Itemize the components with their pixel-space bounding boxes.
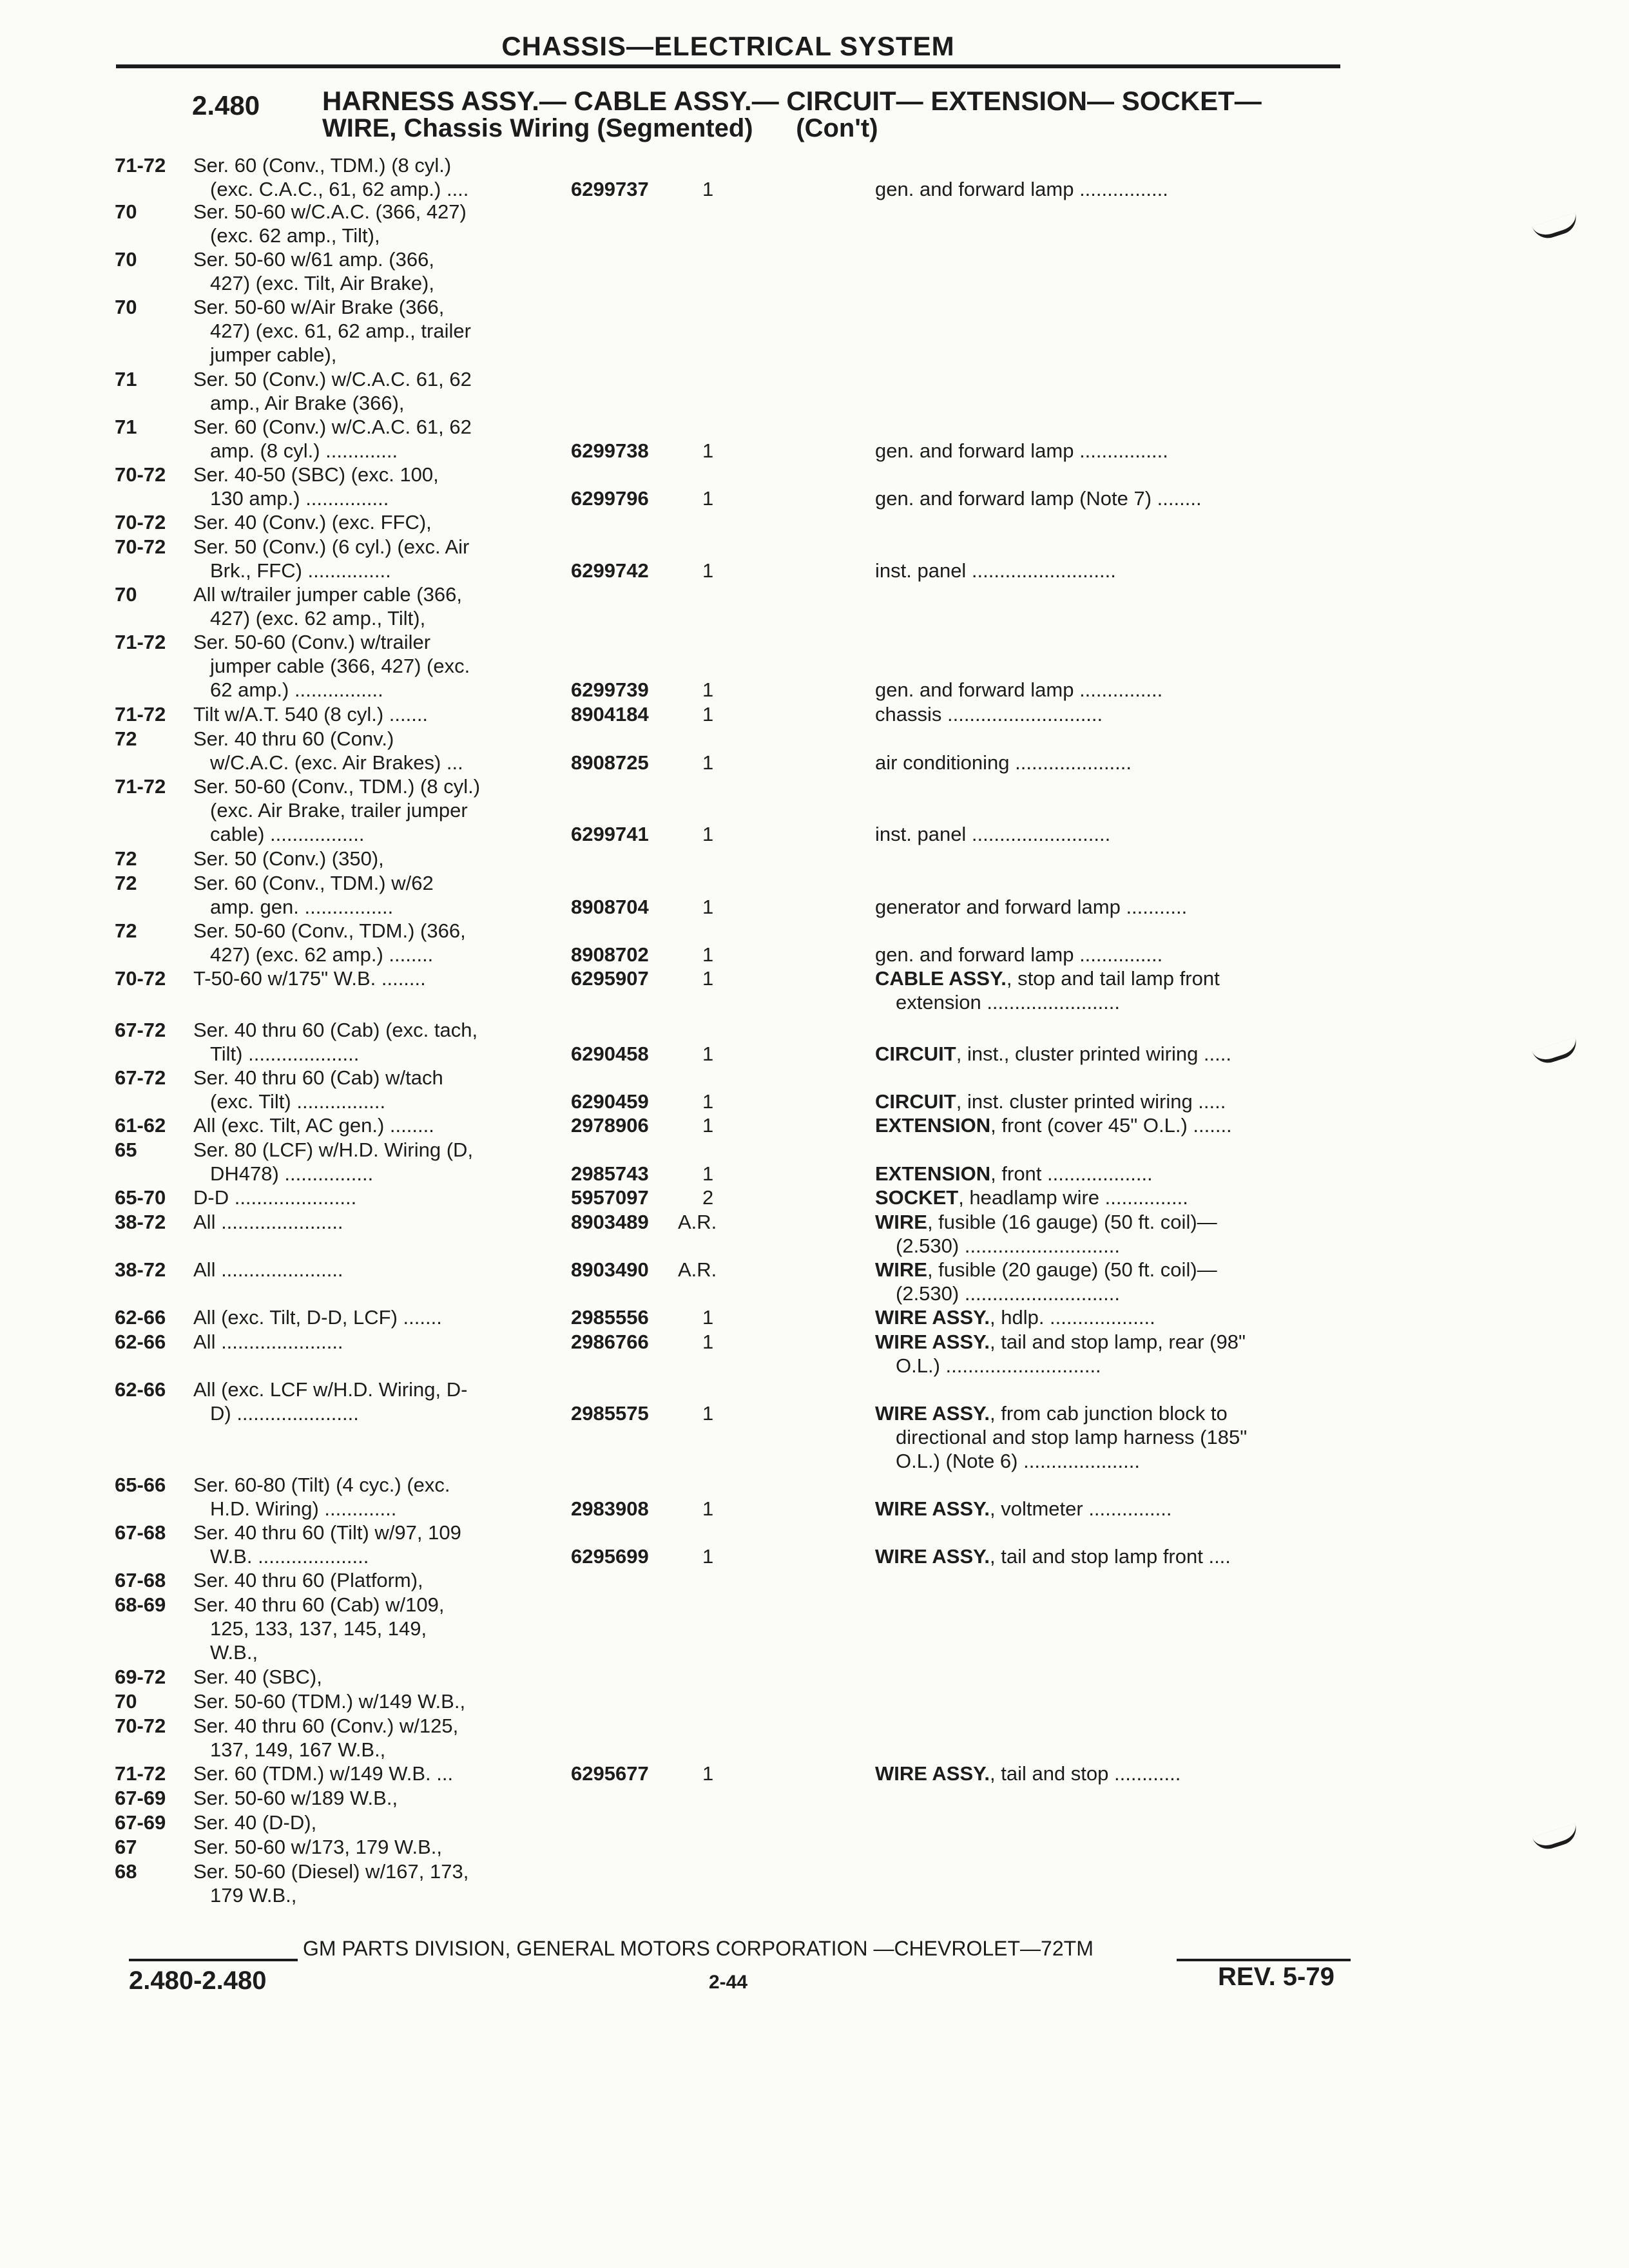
model-years: 61-62 [115, 1114, 166, 1137]
quantity: 1 [702, 1762, 714, 1785]
model-years: 70 [115, 1690, 137, 1713]
quantity: 1 [702, 943, 714, 966]
model-years: 70 [115, 200, 137, 223]
model-years: 38-72 [115, 1258, 166, 1281]
part-name: inst. panel .......................... [875, 559, 1116, 582]
part-number: 8908702 [571, 943, 649, 966]
quantity: 1 [702, 1545, 714, 1568]
model-years: 70-72 [115, 511, 166, 533]
part-number: 2986766 [571, 1331, 649, 1353]
model-years: 71-72 [115, 154, 166, 177]
part-number: 8903489 [571, 1211, 649, 1233]
application-description: Ser. 50-60 (Conv., TDM.) (366, 427) (exc. 62 amp.) ........ [193, 919, 466, 966]
footer-revision: REV. 5-79 [1218, 1963, 1335, 1991]
model-years: 70-72 [115, 535, 166, 558]
model-years: 71-72 [115, 631, 166, 653]
application-description: Ser. 50-60 (Diesel) w/167, 173, 179 W.B., [193, 1860, 469, 1907]
part-number: 2985743 [571, 1162, 649, 1185]
model-years: 68-69 [115, 1593, 166, 1616]
part-name: EXTENSION, front ................... [875, 1162, 1153, 1185]
part-number: 8908704 [571, 896, 649, 918]
application-description: All (exc. Tilt, AC gen.) ........ [193, 1114, 434, 1137]
application-description: Ser. 50-60 w/Air Brake (366, 427) (exc. 61, 62 amp., trailer jumper cable), [193, 296, 471, 366]
footer-organization: GM PARTS DIVISION, GENERAL MOTORS CORPORATION —CHEVROLET—72TM [303, 1937, 1094, 1960]
application-description: All (exc. Tilt, D-D, LCF) ....... [193, 1306, 442, 1329]
quantity: 1 [702, 703, 714, 726]
model-years: 70-72 [115, 463, 166, 486]
application-description: All ...................... [193, 1331, 343, 1353]
model-years: 71-72 [115, 703, 166, 726]
part-number: 8908725 [571, 751, 649, 774]
footer-section-range: 2.480-2.480 [129, 1966, 267, 1995]
part-name: WIRE ASSY., from cab junction block to directional and stop lamp harness (185" O.L.) (Note 6) ..................... [875, 1402, 1248, 1472]
model-years: 67-72 [115, 1019, 166, 1041]
part-name: WIRE ASSY., hdlp. ................... [875, 1306, 1155, 1329]
quantity: 1 [702, 678, 714, 701]
part-name: gen. and forward lamp (Note 7) ........ [875, 487, 1202, 510]
model-years: 65-70 [115, 1186, 166, 1209]
model-years: 71 [115, 416, 137, 438]
page-header: CHASSIS—ELECTRICAL SYSTEM [501, 31, 955, 61]
quantity: 1 [702, 487, 714, 510]
application-description: Ser. 50-60 w/189 W.B., [193, 1787, 398, 1809]
part-number: 8903490 [571, 1258, 649, 1281]
model-years: 62-66 [115, 1378, 166, 1401]
part-number: 6290458 [571, 1043, 649, 1065]
part-name: CABLE ASSY., stop and tail lamp front extension ........................ [875, 967, 1220, 1014]
model-years: 70-72 [115, 967, 166, 990]
model-years: 67 [115, 1836, 137, 1858]
quantity: 1 [702, 439, 714, 462]
application-description: Ser. 50-60 (TDM.) w/149 W.B., [193, 1690, 466, 1713]
part-name: gen. and forward lamp ................ [875, 178, 1168, 200]
quantity: A.R. [678, 1211, 717, 1233]
model-years: 72 [115, 919, 137, 942]
model-years: 62-66 [115, 1331, 166, 1353]
quantity: 1 [702, 1114, 714, 1137]
application-description: Ser. 40 thru 60 (Platform), [193, 1569, 423, 1591]
model-years: 70 [115, 248, 137, 271]
application-description: Tilt w/A.T. 540 (8 cyl.) ....... [193, 703, 429, 726]
section-number: 2.480 [192, 90, 260, 120]
quantity: 1 [702, 1331, 714, 1353]
application-description: Ser. 50-60 (Conv., TDM.) (8 cyl.) (exc. Air Brake, trailer jumper cable) ................. [193, 775, 481, 845]
application-description: Ser. 60 (Conv., TDM.) w/62 amp. gen. ................ [193, 872, 434, 918]
model-years: 67-72 [115, 1066, 166, 1089]
model-years: 70 [115, 296, 137, 318]
part-number: 2983908 [571, 1497, 649, 1520]
part-name: EXTENSION, front (cover 45" O.L.) ....... [875, 1114, 1232, 1137]
part-name: CIRCUIT, inst. cluster printed wiring ..... [875, 1090, 1226, 1113]
application-description: Ser. 60-80 (Tilt) (4 cyc.) (exc. H.D. Wiring) ............. [193, 1474, 450, 1520]
part-name: SOCKET, headlamp wire ............... [875, 1186, 1188, 1209]
model-years: 67-68 [115, 1521, 166, 1544]
application-description: Ser. 50 (Conv.) (6 cyl.) (exc. Air Brk., FFC) ............... [193, 535, 470, 582]
part-number: 6290459 [571, 1090, 649, 1113]
quantity: 1 [702, 559, 714, 582]
section-title-line1: HARNESS ASSY.— CABLE ASSY.— CIRCUIT— EXTENSION— SOCKET— [322, 86, 1262, 116]
application-description: Ser. 80 (LCF) w/H.D. Wiring (D, DH478) ................ [193, 1139, 474, 1185]
part-name: generator and forward lamp ........... [875, 896, 1188, 918]
quantity: 2 [702, 1186, 714, 1209]
application-description: All w/trailer jumper cable (366, 427) (exc. 62 amp., Tilt), [193, 583, 462, 629]
quantity: 1 [702, 896, 714, 918]
application-description: Ser. 60 (Conv.) w/C.A.C. 61, 62 amp. (8 cyl.) ............. [193, 416, 472, 462]
part-number: 6299796 [571, 487, 649, 510]
part-name: WIRE ASSY., tail and stop ............ [875, 1762, 1181, 1785]
footer-page-number: 2-44 [709, 1972, 748, 1993]
application-description: Ser. 50-60 w/61 amp. (366, 427) (exc. Tilt, Air Brake), [193, 248, 434, 294]
part-number: 2985556 [571, 1306, 649, 1329]
application-description: Ser. 40 thru 60 (Cab) w/tach (exc. Tilt) ................ [193, 1066, 443, 1113]
part-name: air conditioning ..................... [875, 751, 1132, 774]
application-description: Ser. 50 (Conv.) (350), [193, 847, 384, 870]
part-number: 6299742 [571, 559, 649, 582]
application-description: All ...................... [193, 1211, 343, 1233]
part-name: inst. panel ......................... [875, 823, 1111, 845]
model-years: 72 [115, 872, 137, 894]
application-description: Ser. 40 (D-D), [193, 1811, 317, 1834]
application-description: Ser. 40-50 (SBC) (exc. 100, 130 amp.) ............... [193, 463, 439, 510]
model-years: 71-72 [115, 775, 166, 798]
part-number: 6295677 [571, 1762, 649, 1785]
part-number: 6299741 [571, 823, 649, 845]
model-years: 62-66 [115, 1306, 166, 1329]
application-description: Ser. 40 thru 60 (Conv.) w/125, 137, 149, 167 W.B., [193, 1715, 459, 1761]
part-name: gen. and forward lamp ............... [875, 943, 1163, 966]
model-years: 72 [115, 727, 137, 750]
part-name: CIRCUIT, inst., cluster printed wiring ..... [875, 1043, 1231, 1065]
quantity: 1 [702, 967, 714, 990]
part-name: gen. and forward lamp ............... [875, 678, 1163, 701]
part-number: 2985575 [571, 1402, 649, 1425]
part-number: 5957097 [571, 1186, 649, 1209]
application-description: Ser. 50-60 (Conv.) w/trailer jumper cable (366, 427) (exc. 62 amp.) ................ [193, 631, 470, 701]
part-number: 2978906 [571, 1114, 649, 1137]
application-description: Ser. 40 thru 60 (Cab) w/109, 125, 133, 137, 145, 149, W.B., [193, 1593, 445, 1664]
application-description: Ser. 40 (Conv.) (exc. FFC), [193, 511, 432, 533]
application-description: Ser. 40 (SBC), [193, 1666, 322, 1688]
model-years: 69-72 [115, 1666, 166, 1688]
part-name: WIRE ASSY., tail and stop lamp, rear (98" O.L.) ............................ [875, 1331, 1246, 1377]
part-number: 6299739 [571, 678, 649, 701]
model-years: 71 [115, 368, 137, 390]
application-description: Ser. 60 (Conv., TDM.) (8 cyl.) (exc. C.A.C., 61, 62 amp.) .... [193, 154, 469, 200]
footer-rule-right [1177, 1959, 1351, 1961]
part-number: 6299738 [571, 439, 649, 462]
application-description: Ser. 50-60 w/173, 179 W.B., [193, 1836, 443, 1858]
model-years: 71-72 [115, 1762, 166, 1785]
application-description: Ser. 50-60 w/C.A.C. (366, 427) (exc. 62 amp., Tilt), [193, 200, 467, 247]
part-name: WIRE, fusible (20 gauge) (50 ft. coil)— (2.530) ............................ [875, 1258, 1217, 1305]
part-number: 6295699 [571, 1545, 649, 1568]
quantity: 1 [702, 178, 714, 200]
part-name: WIRE ASSY., tail and stop lamp front .... [875, 1545, 1231, 1568]
footer-rule-left [129, 1959, 298, 1961]
quantity: 1 [702, 823, 714, 845]
quantity: 1 [702, 1043, 714, 1065]
quantity: 1 [702, 751, 714, 774]
application-description: T-50-60 w/175" W.B. ........ [193, 967, 426, 990]
model-years: 67-68 [115, 1569, 166, 1591]
application-description: Ser. 40 thru 60 (Conv.) w/C.A.C. (exc. Air Brakes) ... [193, 727, 463, 774]
section-title-line2: WIRE, Chassis Wiring (Segmented) (Con't) [322, 114, 878, 142]
application-description: D-D ...................... [193, 1186, 357, 1209]
quantity: 1 [702, 1497, 714, 1520]
quantity: 1 [702, 1402, 714, 1425]
application-description: All ...................... [193, 1258, 343, 1281]
quantity: 1 [702, 1162, 714, 1185]
model-years: 70-72 [115, 1715, 166, 1737]
part-number: 6295907 [571, 967, 649, 990]
part-name: WIRE ASSY., voltmeter ............... [875, 1497, 1172, 1520]
part-number: 6299737 [571, 178, 649, 200]
application-description: Ser. 40 thru 60 (Cab) (exc. tach, Tilt) .................... [193, 1019, 478, 1065]
application-description: Ser. 50 (Conv.) w/C.A.C. 61, 62 amp., Air Brake (366), [193, 368, 472, 414]
application-description: Ser. 40 thru 60 (Tilt) w/97, 109 W.B. .................... [193, 1521, 461, 1568]
model-years: 67-69 [115, 1787, 166, 1809]
model-years: 67-69 [115, 1811, 166, 1834]
application-description: All (exc. LCF w/H.D. Wiring, D- D) ...................... [193, 1378, 468, 1425]
part-number: 8904184 [571, 703, 649, 726]
model-years: 38-72 [115, 1211, 166, 1233]
part-name: gen. and forward lamp ................ [875, 439, 1168, 462]
model-years: 65-66 [115, 1474, 166, 1496]
application-description: Ser. 60 (TDM.) w/149 W.B. ... [193, 1762, 454, 1785]
model-years: 70 [115, 583, 137, 606]
quantity: 1 [702, 1306, 714, 1329]
model-years: 65 [115, 1139, 137, 1161]
model-years: 68 [115, 1860, 137, 1883]
part-name: WIRE, fusible (16 gauge) (50 ft. coil)— (2.530) ............................ [875, 1211, 1217, 1257]
model-years: 72 [115, 847, 137, 870]
quantity: 1 [702, 1090, 714, 1113]
part-name: chassis ............................ [875, 703, 1103, 726]
quantity: A.R. [678, 1258, 717, 1281]
